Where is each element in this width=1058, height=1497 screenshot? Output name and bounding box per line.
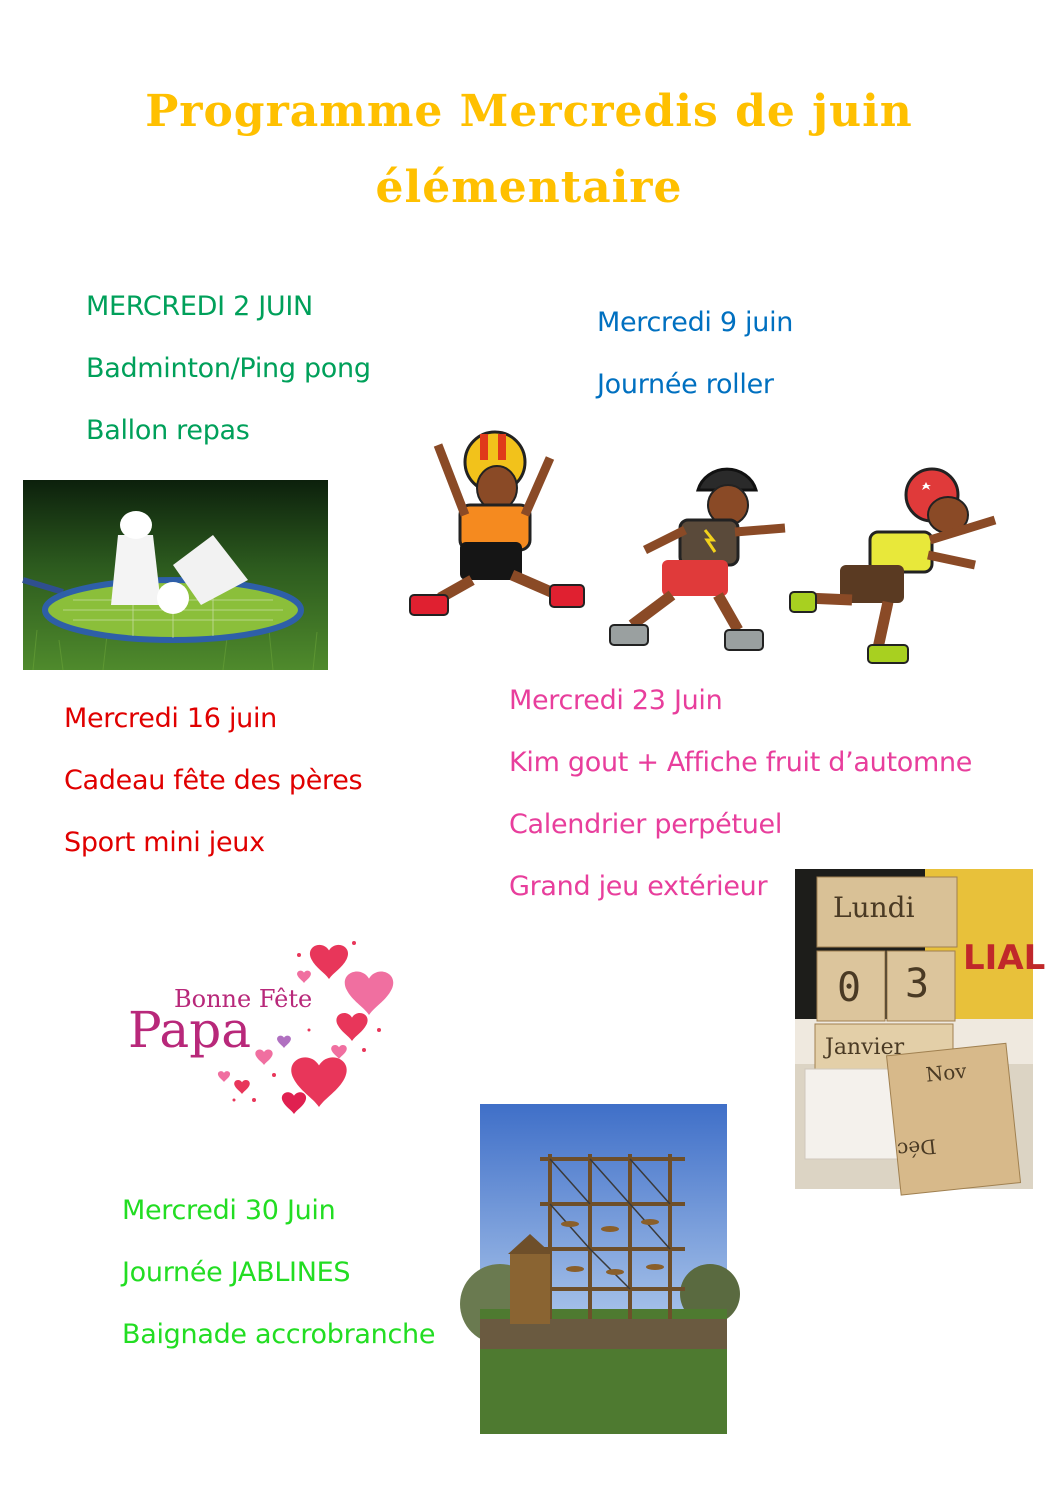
week-3-date: Mercredi 16 juin [64,703,277,734]
week-4-activity-1: Kim gout + Affiche fruit d’automne [509,747,973,778]
week-2-date: Mercredi 9 juin [597,307,794,338]
bonne-fete-papa-card [124,935,394,1120]
roller-kids-illustration [400,420,1012,672]
week-4-activity-2: Calendrier perpétuel [509,809,783,840]
week-1-activity-1: Badminton/Ping pong [86,353,371,384]
calendar-digit-2: 3 [905,961,930,1007]
wooden-calendar-photo [795,869,1046,1189]
week-5-date: Mercredi 30 Juin [122,1195,336,1226]
page-title-line-1: Programme Mercredis de juin [145,86,913,137]
week-2-block [597,292,793,416]
week-4-date: Mercredi 23 Juin [509,685,723,716]
week-4-activity-3: Grand jeu extérieur [509,871,768,902]
calendar-digit-1: 0 [837,965,862,1011]
badminton-photo [23,480,328,670]
accrobranche-park-photo [480,1104,727,1434]
calendar-month-2: Nov [924,1058,968,1087]
week-2-activity-1: Journée roller [597,369,774,400]
poster-text: LIAL [963,938,1046,978]
week-3-activity-2: Sport mini jeux [64,827,265,858]
week-5-activity-1: Journée JABLINES [122,1257,351,1288]
calendar-day: Lundi [833,891,915,924]
week-1-date: MERCREDI 2 JUIN [86,291,313,322]
card-papa-text: Papa [128,1001,252,1059]
calendar-month: Janvier [825,1035,905,1060]
week-3-activity-1: Cadeau fête des pères [64,765,363,796]
week-3-block [64,688,362,874]
week-5-activity-2: Baignade accrobranche [122,1319,436,1350]
page-title-line-2: élémentaire [375,162,683,213]
calendar-month-3: Déc [896,1134,938,1163]
hearts-decoration [124,935,394,1120]
week-1-block [86,276,371,462]
card-bonne-fete-text: Bonne Fête [174,985,313,1013]
week-5-block [122,1180,435,1366]
week-1-activity-2: Ballon repas [86,415,250,446]
